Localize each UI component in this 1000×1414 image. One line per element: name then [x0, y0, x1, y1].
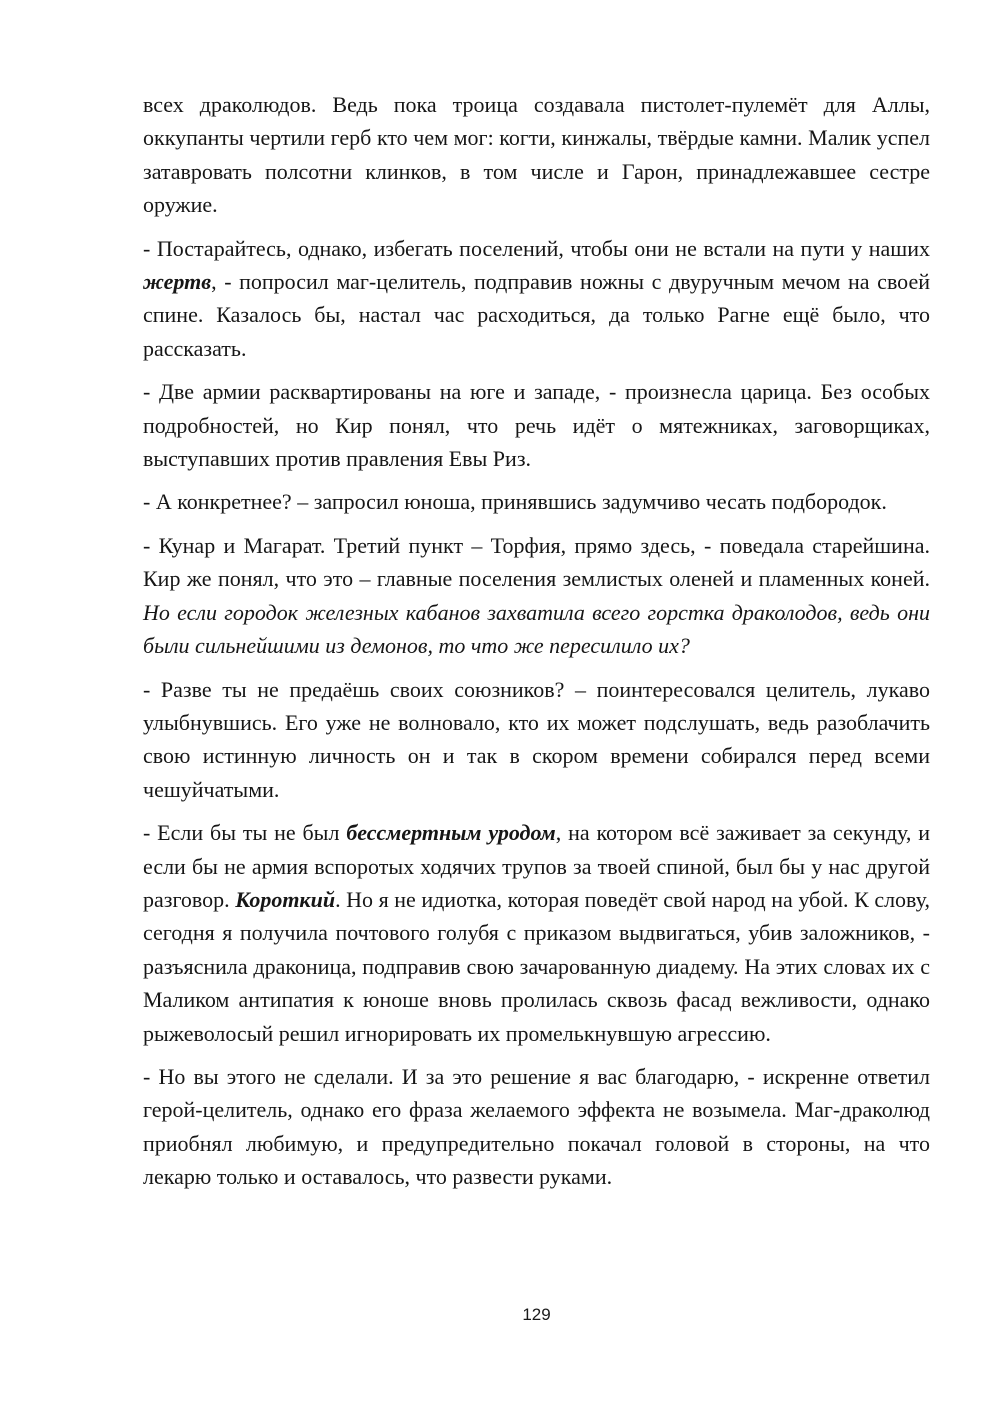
paragraph	[143, 88, 930, 222]
text-run: Но если городок железных кабанов захватила всего горстка драколодов, ведь они были сильнейшими из демонов, то что же пересилило их?	[143, 599, 930, 659]
paragraph	[143, 529, 930, 663]
text-run: , на котором всё заживает за секунду, и если бы не армия вспоротых ходячих трупов за твоей спиной, был бы у нас другой разговор.	[143, 820, 930, 912]
text-run: всех драколюдов. Ведь пока троица создавала пистолет-пулемёт для Аллы, оккупанты чертили герб кто чем мог: когти, кинжалы, твёрдые камни. Малик успел затавровать полсотни клинков, в том числе и Гарон, принадлежавшее сестре оружие.	[143, 92, 930, 218]
paragraph	[143, 816, 930, 1050]
text-run: , - попросил маг-целитель, подправив ножны с двуручным мечом на своей спине. Казалось бы, настал час расходиться, да только Рагне ещё было, что рассказать.	[143, 269, 930, 361]
page-number: 129	[522, 1305, 551, 1324]
text-run: - Постарайтесь, однако, избегать поселений, чтобы они не встали на пути у наших	[143, 235, 930, 261]
paragraph	[143, 375, 930, 475]
paragraph	[143, 232, 930, 366]
page-body	[143, 88, 930, 1204]
text-run: - Две армии расквартированы на юге и западе, - произнесла царица. Без особых подробностей, но Кир понял, что речь идёт о мятежниках, заговорщиках, выступавших против правления Евы Риз.	[143, 379, 930, 472]
paragraph	[143, 1060, 930, 1194]
text-run: - Но вы этого не сделали. И за это решение я вас благодарю, - искренне ответил герой-целитель, однако его фраза желаемого эффекта не возымела. Маг-драколюд приобнял любимую, и предупредительно покачал головой в стороны, на что лекарю только и оставалось, что развести руками.	[143, 1063, 930, 1190]
paragraph	[143, 485, 930, 518]
text-run: - Кунар и Магарат. Третий пункт – Торфия, прямо здесь, - поведала старейшина. Кир же понял, что это – главные поселения землистых оленей и пламенных коней.	[143, 532, 930, 592]
text-run: - Если бы ты не был	[143, 820, 347, 846]
text-run: - Разве ты не предаёшь своих союзников? – поинтересовался целитель, лукаво улыбнувшись. Его уже не волновало, кто их может подслушать, ведь разоблачить свою истинную личность он и так в скором времени собирался перед всеми чешуйчатыми.	[143, 676, 930, 802]
paragraph	[143, 673, 930, 807]
text-run: жертв	[143, 269, 212, 295]
text-run: - А конкретнее? – запросил юноша, принявшись задумчиво чесать подбородок.	[143, 489, 887, 515]
text-run: Короткий	[235, 886, 336, 912]
text-run: . Но я не идиотка, которая поведёт свой народ на убой. К слову, сегодня я получила почтового голубя с приказом выдвигаться, убив заложников, - разъяснила драконица, подправив свою зачарованную диадему. На этих словах их с Маликом антипатия к юноше вновь пролилась сквозь фасад вежливости, однако рыжеволосый решил игнорировать их промелькнувшую агрессию.	[143, 886, 930, 1046]
text-run: бессмертным уродом	[346, 820, 556, 846]
